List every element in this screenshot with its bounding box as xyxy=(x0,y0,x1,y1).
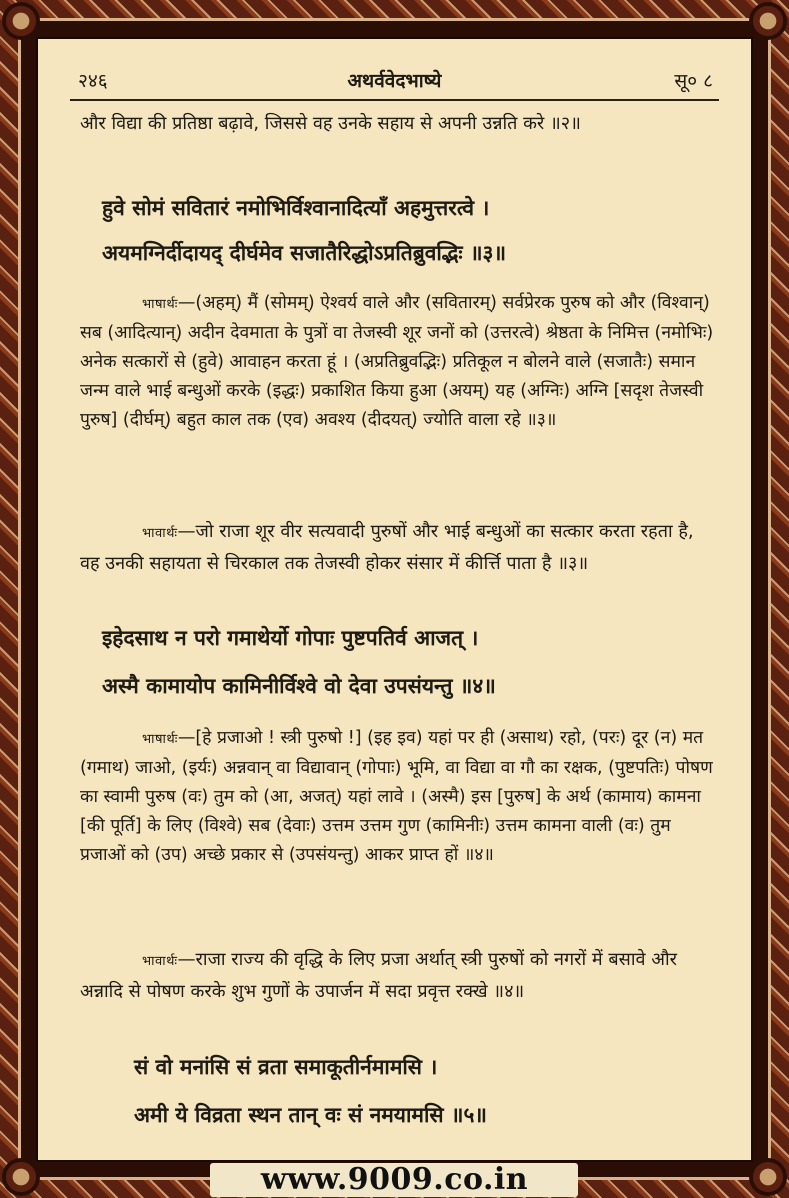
corner-ornament-icon xyxy=(2,2,40,40)
mantra-5-line-1: सं वो मनांसि सं व्रता समाकूतीर्नमामसि । xyxy=(134,1054,438,1079)
intro-paragraph: और विद्या की प्रतिष्ठा बढ़ावे, जिससे वह उनके सहाय से अपनी उन्नति करे ॥२॥ xyxy=(80,113,581,134)
corner-ornament-icon xyxy=(749,2,787,40)
mantra-3-bhashartha xyxy=(80,289,717,435)
bhashartha-label: भाषार्थः xyxy=(142,297,178,312)
bhashartha-label: भाषार्थः xyxy=(142,732,178,747)
mantra-3-line-1: हुवे सोमं सवितारं नमोभिर्विश्वानादित्याँ अहमुत्तरत्वे । xyxy=(102,195,490,220)
bhavartha-label: भावार्थः xyxy=(142,954,178,969)
bhashartha-text: —(अहम्) मैं (सोमम्) ऐश्वर्य वाले और (सवितारम्) सर्वप्रेरक पुरुष को और (विश्वान्) सब (आदित्यान्) अदीन देवमाता के पुत्रों वा तेजस्वी शूर जनों को (उत्तरत्वे) श्रेष्ठता के निमित्त (नमोभिः) अनेक सत्कारों से (हुवे) आवाहन करता हूं । (अप्रतिब्रुवद्भिः) प्रतिकूल न बोलने वाले (सजातैः) समान जन्म वाले भाई बन्धुओं करके (इद्धः) प्रकाशित किया हुआ (अयम्) यह (अग्निः) अग्नि [सदृश तेजस्वी पुरुष] (दीर्घम्) बहुत काल तक (एव) अवश्य (दीदयत्) ज्योति वाला रहे ॥३॥ xyxy=(80,293,714,430)
mantra-3-bhavartha xyxy=(80,517,717,579)
bhavartha-label: भावार्थः xyxy=(142,526,178,541)
mantra-4-line-1: इहेदसाथ न परो गमाथेर्यो गोपाः पुष्टपतिर्व आजत् । xyxy=(102,625,479,650)
website-link[interactable]: www.9009.co.in xyxy=(260,1162,529,1197)
book-page xyxy=(36,37,753,1162)
header-divider xyxy=(70,99,719,101)
bhashartha-text: —[हे प्रजाओ ! स्त्री पुरुषो !] (इह इव) यहां पर ही (असाथ) रहो, (परः) दूर (न) मत (गमाथ) जाओ, (इर्यः) अन्नवान् वा विद्यावान् (गोपाः) भूमि, वा विद्या वा गौ का रक्षक, (पुष्टपतिः) पोषण का स्वामी पुरुष (वः) तुम को (आ, अजत्) यहां लावे । (अस्मै) इस [पुरुष] के अर्थ (कामाय) कामना [की पूर्ति] के लिए (विश्वे) सब (देवाः) उत्तम उत्तम गुण (कामिनीः) उत्तम कामना वाली (वः) तुम प्रजाओं को (उप) अच्छे प्रकार से (उपसंयन्तु) आकर प्राप्त हों ॥४॥ xyxy=(80,728,713,865)
mantra-4-line-2: अस्मै कामायोप कामिनीर्विश्वे वो देवा उपसंयन्तु ॥४॥ xyxy=(102,673,496,698)
mantra-4-bhashartha xyxy=(80,724,717,870)
page-header xyxy=(38,67,751,95)
sutra-number: सू० ८ xyxy=(674,70,713,92)
mantra-3-line-2: अयमग्निर्दीदायद् दीर्घमेव सजातैरिद्धोऽप्रतिब्रुवद्भिः ॥३॥ xyxy=(102,240,507,265)
page-number: २४६ xyxy=(78,70,108,92)
mantra-5-line-2: अमी ये विव्रता स्थन तान् वः सं नमयामसि ॥५॥ xyxy=(134,1102,488,1127)
mantra-4-bhavartha xyxy=(80,945,717,1007)
bhavartha-text: —राजा राज्य की वृद्धि के लिए प्रजा अर्थात् स्त्री पुरुषों को नगरों में बसावे और अन्नादि से पोषण करके शुभ गुणों के उपार्जन में सदा प्रवृत्त रक्खे ॥४॥ xyxy=(80,949,678,1002)
book-title: अथर्ववेदभाष्ये xyxy=(347,70,442,92)
bhavartha-text: —जो राजा शूर वीर सत्यवादी पुरुषों और भाई बन्धुओं का सत्कार करता रहता है, वह उनकी सहायता से चिरकाल तक तेजस्वी होकर संसार में कीर्त्ति पाता है ॥३॥ xyxy=(80,521,694,574)
